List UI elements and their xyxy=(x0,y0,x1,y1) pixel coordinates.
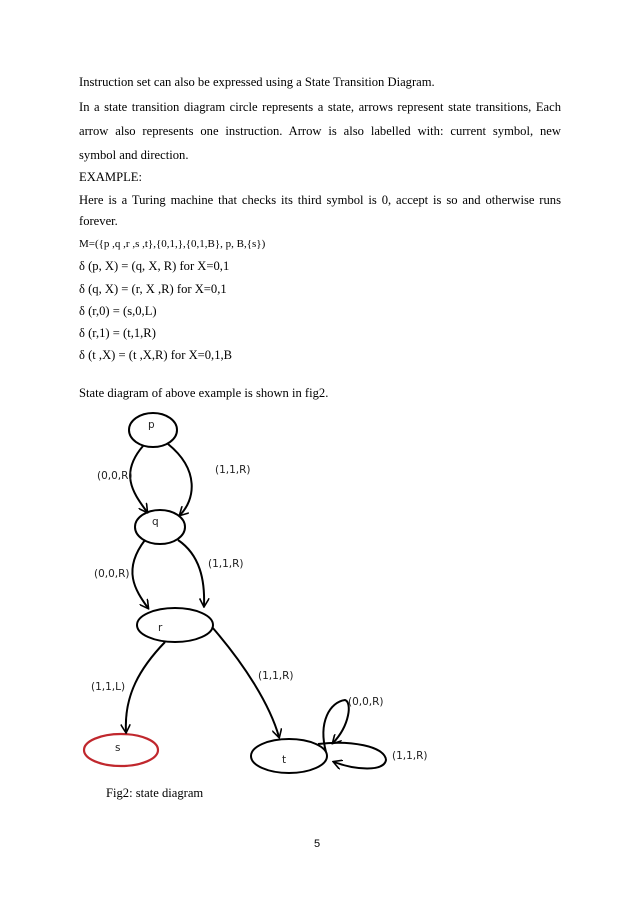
label-q-r-left: (0,0,R) xyxy=(94,568,130,580)
state-s-label: s xyxy=(115,742,121,754)
para3-line1: Here is a Turing machine that checks its third symbol is 0, accept is so and otherwise runs xyxy=(79,193,561,207)
figure-intro: State diagram of above example is shown in fig2. xyxy=(79,386,329,400)
page-number: 5 xyxy=(314,838,321,850)
state-q-node xyxy=(135,510,185,544)
state-s-node xyxy=(84,734,158,766)
label-t-loop-right: (1,1,R) xyxy=(392,750,428,762)
loop-t-top xyxy=(323,700,348,752)
para2-line1: In a state transition diagram circle represents a state, arrows represent state transitions, Each xyxy=(79,100,561,114)
arrow-q-to-r-right xyxy=(178,540,204,606)
state-q-label: q xyxy=(152,516,159,528)
transition-1: δ (p, X) = (q, X, R) for X=0,1 xyxy=(79,259,230,273)
state-t-node xyxy=(251,739,327,773)
example-heading: EXAMPLE: xyxy=(79,170,142,184)
label-t-loop-top: (0,0,R) xyxy=(348,696,384,708)
transition-4: δ (r,1) = (t,1,R) xyxy=(79,326,156,340)
state-r-label: r xyxy=(158,622,163,634)
state-t-label: t xyxy=(282,754,287,766)
arrow-r-to-t xyxy=(212,627,279,737)
label-q-r-right: (1,1,R) xyxy=(208,558,244,570)
machine-definition: M=({p ,q ,r ,s ,t},{0,1,},{0,1,B}, p, B,{s}) xyxy=(79,238,266,250)
transition-2: δ (q, X) = (r, X ,R) for X=0,1 xyxy=(79,282,227,296)
label-p-q-left: (0,0,R) xyxy=(97,470,133,482)
label-r-s: (1,1,L) xyxy=(91,681,126,693)
intro-line: Instruction set can also be expressed using a State Transition Diagram. xyxy=(79,75,435,89)
para2-line2: arrow also represents one instruction. Arrow is also labelled with: current symbol, new xyxy=(79,124,561,138)
arrow-q-to-r-left xyxy=(132,540,148,608)
transition-3: δ (r,0) = (s,0,L) xyxy=(79,304,157,318)
transition-5: δ (t ,X) = (t ,X,R) for X=0,1,B xyxy=(79,348,233,362)
figure-caption: Fig2: state diagram xyxy=(106,786,204,800)
arrow-p-to-q-right xyxy=(168,444,192,515)
state-r-node xyxy=(137,608,213,642)
label-p-q-right: (1,1,R) xyxy=(215,464,251,476)
state-p-label: p xyxy=(148,419,155,431)
arrow-r-to-s xyxy=(126,642,165,732)
label-r-t: (1,1,R) xyxy=(258,670,294,682)
arrow-p-to-q-left xyxy=(130,446,147,512)
para3-line2: forever. xyxy=(79,214,118,228)
para2-line3: symbol and direction. xyxy=(79,148,189,162)
loop-t-right xyxy=(318,743,386,769)
